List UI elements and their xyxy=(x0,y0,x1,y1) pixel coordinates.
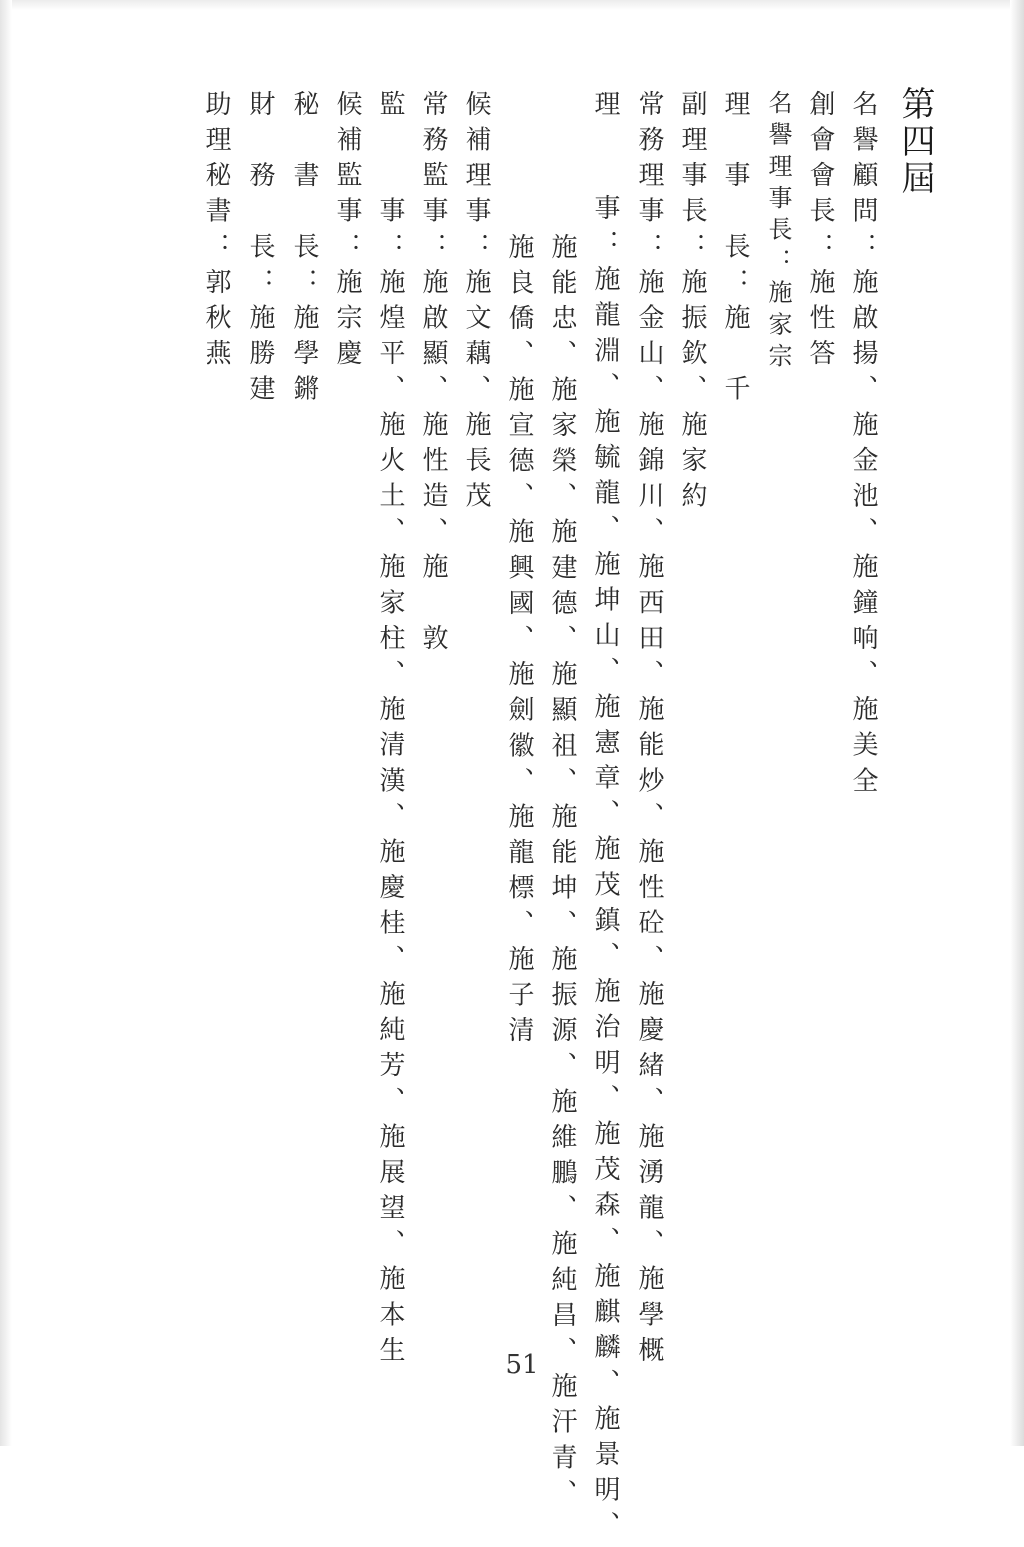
directors-line-3: 施良僑、施宣德、施興國、施劍徽、施龍標、施子清 xyxy=(504,233,534,1052)
term-title: 第四屆 xyxy=(895,86,935,197)
founding-president-line: 創會會長：施性答 xyxy=(805,90,835,375)
supervisors-line: 監 事：施煌平、施火土、施家柱、施清漢、施慶桂、施純芳、施展望、施本生 xyxy=(375,90,405,1372)
standing-directors-line: 常務理事：施金山、施錦川、施西田、施能炒、施性砼、施慶緒、施湧龍、施學概 xyxy=(634,90,664,1372)
page-edge-top xyxy=(0,0,1024,10)
assistant-secretary-line: 助理秘書：郭秋燕 xyxy=(201,90,231,375)
page-number: 51 xyxy=(505,1350,539,1380)
treasurer-line: 財 務 長：施勝建 xyxy=(245,90,275,411)
honorary-chairman-line: 名譽理事長：施家宗 xyxy=(764,90,792,375)
alternate-directors-line: 候補理事：施文藕、施長茂 xyxy=(461,90,491,518)
vice-chairman-line: 副理事長：施振欽、施家約 xyxy=(677,90,707,518)
directors-line-1: 事：施龍淵、施毓龍、施坤山、施憲章、施茂鎮、施治明、施茂森、施麒麟、施景明、 xyxy=(590,194,620,1547)
secretary-general-line: 秘 書 長：施學鏘 xyxy=(289,90,319,411)
page-edge-left xyxy=(0,0,12,1446)
chairman-line: 理 事 長：施 千 xyxy=(720,90,750,411)
page-edge-right xyxy=(1010,0,1024,1446)
alternate-supervisor-line: 候補監事：施宗慶 xyxy=(332,90,362,375)
directors-label: 理 xyxy=(590,90,620,126)
directors-line-2: 施能忠、施家榮、施建德、施顯祖、施能坤、施振源、施維鵬、施純昌、施汗青、 xyxy=(547,233,577,1515)
standing-supervisor-line: 常務監事：施啟顯、施性造、施 敦 xyxy=(418,90,448,660)
honorary-advisors-line: 名譽顧問：施啟揚、施金池、施鐘响、施美全 xyxy=(848,90,878,802)
